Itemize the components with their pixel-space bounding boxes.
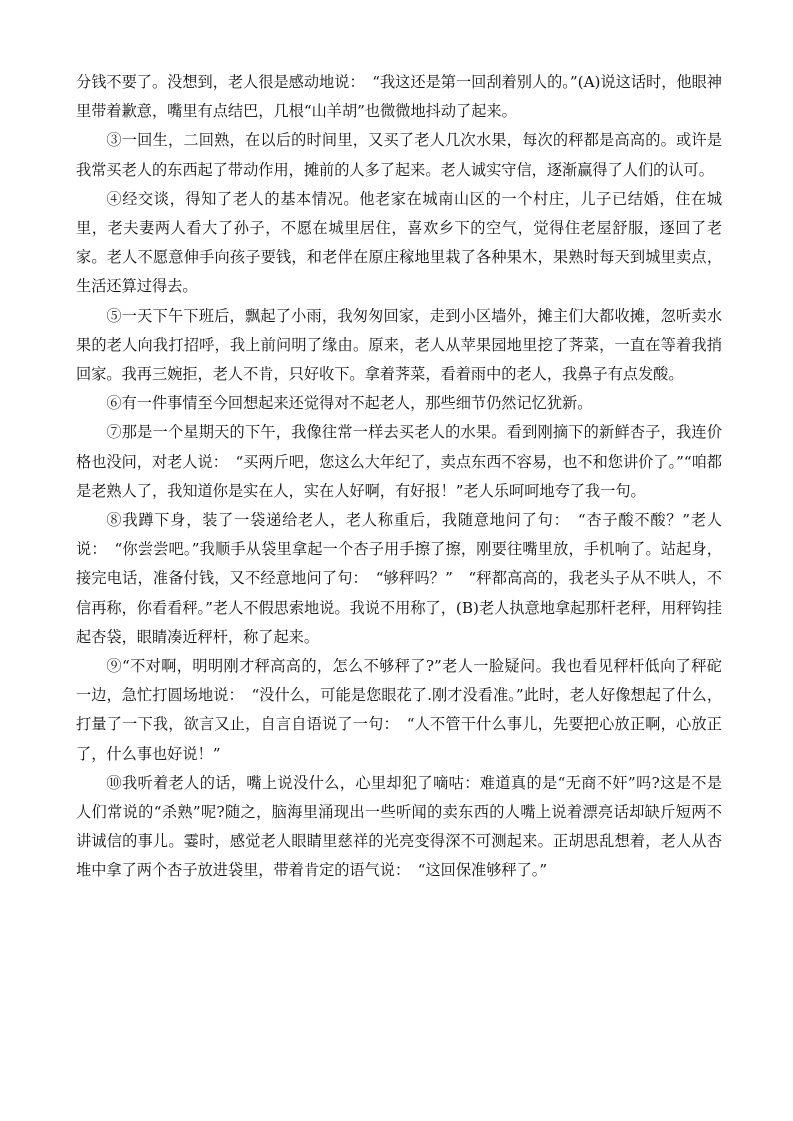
paragraph-6: ⑥有一件事情至今回想起来还觉得对不起老人，那些细节仍然记忆犹新。 (106, 394, 593, 413)
paragraph-continued: 分钱不要了。没想到，老人很是感动地说： “我这还是第一回刮着别人的。”(A)说这话时，他眼神里带着歉意，嘴里有点结巴，几根“山羊胡”也微微地抖动了起来。 (76, 73, 722, 121)
document-page (76, 68, 722, 886)
paragraph-8: ⑧我蹲下身，装了一袋递给老人，老人称重后，我随意地问了句： “杏子酸不酸？”老人说： “你尝尝吧。”我顺手从袋里拿起一个杏子用手擦了擦，刚要往嘴里放，手机响了。站起身，接完电话，准备付钱，又不经意地问了句： “够秤吗？” “秤都高高的，我老头子从不哄人，不信再称，你看看秤。”老人不假思索地说。我说不用称了，(B)老人执意地拿起那杆老秤，用秤钩挂起杏袋，眼睛凑近秤杆，称了起来。 (76, 511, 722, 646)
paragraph-4: ④经交谈，得知了老人的基本情况。他老家在城南山区的一个村庄，儿子已结婚，住在城里，老夫妻两人看大了孙子，不愿在城里居住，喜欢乡下的空气，觉得住老屋舒服，逐回了老家。老人不愿意伸手向孩子要钱，和老伴在原庄稼地里栽了各种果木，果熟时每天到城里卖点，生活还算过得去。 (76, 189, 722, 296)
paragraph-5: ⑤一天下午下班后，飘起了小雨，我匆匆回家，走到小区墙外，摊主们大都收摊，忽听卖水果的老人向我打招呼，我上前问明了缘由。原来，老人从苹果园地里挖了荠菜，一直在等着我捎回家。我再三婉拒，老人不肯，只好收下。拿着荠菜，看着雨中的老人，我鼻子有点发酸。 (76, 306, 722, 384)
paragraph-9: ⑨“不对啊，明明刚才秤高高的，怎么不够秤了?”老人一脸疑问。我也看见秤杆低向了秤砣一边，急忙打圆场地说： “没什么，可能是您眼花了.刚才没看准。”此时，老人好像想起了什么，打量了一下我，欲言又止，自言自语说了一句： “人不管干什么事儿，先要把心放正啊，心放正了，什么事也好说！” (76, 657, 723, 763)
paragraph-10: ⑩我听着老人的话，嘴上说没什么，心里却犯了嘀咕：难道真的是“无商不奸”吗?这是不是人们常说的“杀熟”呢?随之，脑海里涌现出一些听闻的卖东西的人嘴上说着漂亮话却缺斤短两不讲诚信的事儿。霎时，感觉老人眼睛里慈祥的光亮变得深不可测起来。正胡思乱想着，老人从杏堆中拿了两个杏子放进袋里，带着肯定的语气说： “这回保准够秤了。” (76, 773, 722, 880)
paragraph-3: ③一回生，二回熟，在以后的时间里，又买了老人几次水果，每次的秤都是高高的。或许是我常买老人的东西起了带动作用，摊前的人多了起来。老人诚实守信，逐渐赢得了人们的认可。 (76, 131, 722, 179)
paragraph-7: ⑦那是一个星期天的下午，我像往常一样去买老人的水果。看到刚摘下的新鲜杏子，我连价格也没问，对老人说： “买两斤吧，您这么大年纪了，卖点东西不容易，也不和您讲价了。”“咱都是老熟人了，我知道你是实在人，实在人好啊，有好报！”老人乐呵呵地夸了我一句。 (76, 423, 722, 500)
